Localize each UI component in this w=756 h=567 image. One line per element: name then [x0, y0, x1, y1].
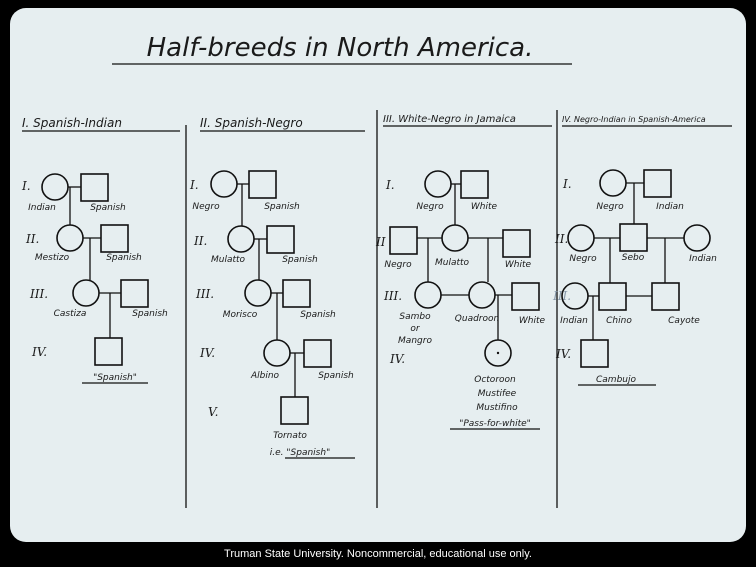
label: Mulatto — [434, 258, 470, 268]
label: Mustifino — [476, 403, 518, 413]
label: "Pass-for-white" — [459, 419, 531, 429]
label: "Spanish" — [93, 373, 137, 383]
pedigree-white-negro-jamaica — [375, 171, 546, 429]
male-symbol — [644, 170, 671, 197]
label: I. — [22, 179, 31, 193]
female-symbol — [600, 170, 626, 196]
label: I. — [190, 178, 199, 192]
male-symbol — [281, 397, 308, 424]
label: IV. — [556, 347, 572, 361]
label: Negro — [192, 202, 220, 212]
label: II. — [26, 232, 40, 246]
male-symbol — [121, 280, 148, 307]
label: Negro — [596, 202, 624, 212]
section-header-4: IV. Negro-Indian in Spanish-America — [562, 115, 706, 124]
label: Morisco — [222, 310, 258, 320]
section-header-2: II. Spanish-Negro — [200, 116, 303, 130]
label: Indian — [560, 316, 588, 326]
label: Spanish — [132, 309, 168, 319]
label: Mestizo — [34, 253, 70, 263]
female-symbol — [228, 226, 254, 252]
label: III. — [553, 289, 572, 303]
label: Spanish — [106, 253, 142, 263]
female-symbol — [211, 171, 237, 197]
label: III. — [384, 289, 403, 303]
label: Mustifee — [477, 389, 517, 399]
label: Spanish — [264, 202, 300, 212]
male-symbol — [512, 283, 539, 310]
female-symbol — [73, 280, 99, 306]
male-symbol — [249, 171, 276, 198]
female-symbol — [42, 174, 68, 200]
label: Spanish — [90, 203, 126, 213]
label: Tornato — [273, 431, 307, 441]
female-symbol — [425, 171, 451, 197]
label: Cambujo — [596, 375, 636, 385]
pedigree-negro-indian-spanish-america — [552, 170, 717, 385]
male-symbol — [652, 283, 679, 310]
label: Indian — [28, 203, 56, 213]
female-symbol — [57, 225, 83, 251]
male-symbol — [581, 340, 608, 367]
label: III. — [30, 287, 49, 301]
female-symbol — [264, 340, 290, 366]
label: Cayote — [668, 316, 700, 326]
male-symbol — [620, 224, 647, 251]
male-symbol — [267, 226, 294, 253]
male-symbol — [503, 230, 530, 257]
label: Chino — [606, 316, 632, 326]
male-symbol — [283, 280, 310, 307]
label: Negro — [416, 202, 444, 212]
male-symbol — [81, 174, 108, 201]
label: II — [376, 235, 386, 249]
label: Sambo — [399, 312, 431, 322]
pedigree-spanish-indian — [21, 174, 168, 383]
label: Negro — [569, 254, 597, 264]
label: White — [470, 202, 498, 212]
label: i.e. "Spanish" — [269, 448, 331, 458]
male-symbol — [599, 283, 626, 310]
pedigree-spanish-negro — [189, 171, 355, 458]
label: Quadroon — [454, 314, 500, 324]
label: Castiza — [53, 309, 87, 319]
label: Sebo — [621, 253, 645, 263]
label: IV. — [200, 346, 216, 360]
male-symbol — [101, 225, 128, 252]
footer-credit: Truman State University. Noncommercial, educational use only. — [224, 548, 532, 560]
section-header-1: I. Spanish-Indian — [22, 116, 122, 130]
label: or — [410, 324, 420, 334]
label: I. — [386, 178, 395, 192]
label: II. — [194, 234, 208, 248]
label: Indian — [656, 202, 684, 212]
label: V. — [208, 405, 219, 419]
female-symbol — [684, 225, 710, 251]
label: IV. — [390, 352, 406, 366]
label: Mangro — [398, 336, 432, 346]
label: Negro — [384, 260, 412, 270]
label: Indian — [689, 254, 717, 264]
female-symbol — [415, 282, 441, 308]
label: Spanish — [318, 371, 354, 381]
label: I. — [563, 177, 572, 191]
female-symbol — [568, 225, 594, 251]
female-symbol — [442, 225, 468, 251]
label: III. — [196, 287, 215, 301]
male-symbol — [461, 171, 488, 198]
label: Octoroon — [474, 375, 516, 385]
label: Spanish — [282, 255, 318, 265]
label: II. — [555, 232, 569, 246]
male-symbol — [304, 340, 331, 367]
label: Mulatto — [210, 255, 246, 265]
female-symbol — [469, 282, 495, 308]
label: White — [504, 260, 532, 270]
title: Half-breeds in North America. — [146, 33, 534, 63]
male-symbol — [95, 338, 122, 365]
label: Albino — [250, 371, 280, 381]
female-symbol — [245, 280, 271, 306]
label: Spanish — [300, 310, 336, 320]
male-symbol — [390, 227, 417, 254]
label: IV. — [32, 345, 48, 359]
label: White — [518, 316, 546, 326]
section-header-3: III. White-Negro in Jamaica — [383, 114, 516, 125]
